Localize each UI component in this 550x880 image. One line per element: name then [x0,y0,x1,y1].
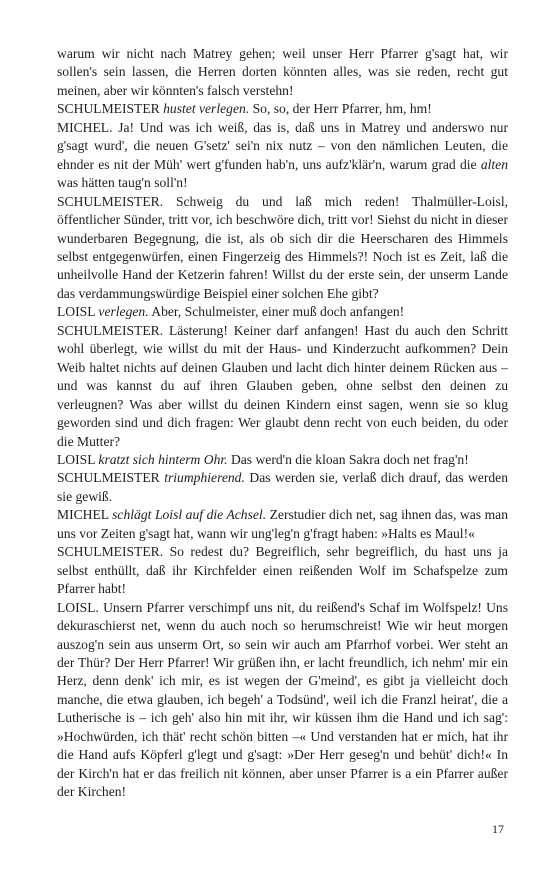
page-number: 17 [492,822,504,836]
dialogue-paragraph [57,451,508,469]
dialogue-paragraph [57,322,508,451]
stage-direction: schlägt Loisl auf die Achsel. [112,507,267,523]
play-text [57,45,508,802]
stage-direction: triumphierend. [164,470,245,486]
dialogue-paragraph [57,119,508,193]
dialogue-paragraph [57,303,508,321]
stage-direction: verlegen. [98,304,149,320]
stage-direction: kratzt sich hinterm Ohr. [98,451,228,467]
dialogue-text: So, so, der Herr Pfarrer, hm, hm! [249,101,432,117]
dialogue-text: SCHULMEISTER. Lästerung! Keiner darf anfangen! Hast du auch den Schritt wohl überlegt, wie willst du mit der Haus- und Kinderzucht aufkommen? Dein Weib haltet nichts auf deinen Glauben und lacht dich hinter deinem Rücken aus – und was kannst du auf ihren Glauben geben, ohne selbst den deinen zu verleugnen? Was aber willst du deinen Kindern einst sagen, wenn sie so klug geworden sind und dich fragen: Wer glaubt denn recht von euch beiden, du oder die Mutter? [57,322,508,449]
dialogue-text: LOISL [57,451,99,467]
dialogue-text: SCHULMEISTER [57,470,165,486]
stage-direction: hustet verlegen. [163,101,250,117]
dialogue-text: Aber, Schulmeister, einer muß doch anfangen! [148,304,405,320]
dialogue-paragraph [57,599,508,802]
dialogue-text: SCHULMEISTER. Schweig du und laß mich reden! Thalmüller-Loisl, öffentlicher Sünder, tritt vor, ich beschwöre dich, tritt vor! Siehst du nicht in dieser wunderbaren Begegnung, die ist, als ob sich dir die Heerscharen des Himmels selbst entgegenwürfen, einen Fingerzeig des Himmels?! Noch ist es Zeit, laß die unheilvolle Hand der Ketzerin fahren! Willst du der erste sein, der unserm Lande das verdammungswürdige Beispiel einer solchen Ehe gibt? [57,193,508,301]
dialogue-text: SCHULMEISTER. So redest du? Begreiflich, sehr begreiflich, du hast uns ja selbst enthüllt, daß ihr Kirchfelder einen reißenden Wolf im Schafspelze zum Pfarrer habt! [57,544,508,597]
dialogue-text: Das werden sie, verlaß dich drauf, das werden sie gewiß. [57,470,508,504]
dialogue-text: warum wir nicht nach Matrey gehen; weil unser Herr Pfarrer g'sagt hat, wir sollen's sein lassen, die Herren dorten könnten alles, was sie reden, recht gut meinen, aber wir könnten's falsch verstehn! [57,46,508,98]
dialogue-text: MICHEL. Ja! Und was ich weiß, das is, daß uns in Matrey und anderswo nur g'sagt wurd', die neuen G'setz' sei'n nix nutz – von den nämlichen Leuten, die ehnder es nit der Müh' wert g'funden hab'n, uns aufz'klär'n, warum grad die [57,119,508,172]
dialogue-paragraph [57,469,508,506]
dialogue-text: SCHULMEISTER [57,101,164,117]
dialogue-text: LOISL [57,304,99,320]
dialogue-paragraph [57,100,508,118]
dialogue-paragraph [57,193,508,304]
dialogue-text: was hätten taug'n soll'n! [57,175,188,191]
dialogue-text: MICHEL [57,507,113,523]
dialogue-paragraph [57,543,508,598]
dialogue-text: LOISL. Unsern Pfarrer verschimpf uns nit, du reißend's Schaf im Wolfspelz! Uns dekuraschierst net, wenn du auch noch so herumschreist! Wie wir heut morgen auszog'n sein aus unserm Ort, so sein wir auch am Pfarrhof vorbei. Wer steht an der Thür? Der Herr Pfarrer! Wir grüßen ihn, er lacht freundlich, ich nehm' mir ein Herz, denn denk' ich mir, es ist wegen der G'meind', es gibt ja vielleicht doch manche, die etwa glauben, ich begeh' a Todsünd', weil ich die Franzl heirat', die a Lutherische is – ich geh' also hin mit ihr, wir küssen ihm die Hand und ich sag': »Hochwürden, ich thät' recht schön bitten –« Und verstanden hat er mich, hat ihr die Hand aufs Köpferl g'legt und g'sagt: »Der Herr geseg'n und behüt' dich!« In der Kirch'n hat er das freilich nit können, aber unser Pfarrer is a ein Pfarrer außer der Kirchen! [57,599,508,800]
stage-direction: alten [480,156,508,172]
dialogue-text: Zerstudier dich net, sag ihnen das, was man uns vor Zeiten g'sagt hat, wann wir ung'leg'n g'fragt haben: »Halts es Maul!« [57,507,508,541]
dialogue-paragraph [57,45,508,100]
dialogue-paragraph [57,506,508,543]
dialogue-text: Das werd'n die kloan Sakra doch net frag'n! [227,451,469,467]
